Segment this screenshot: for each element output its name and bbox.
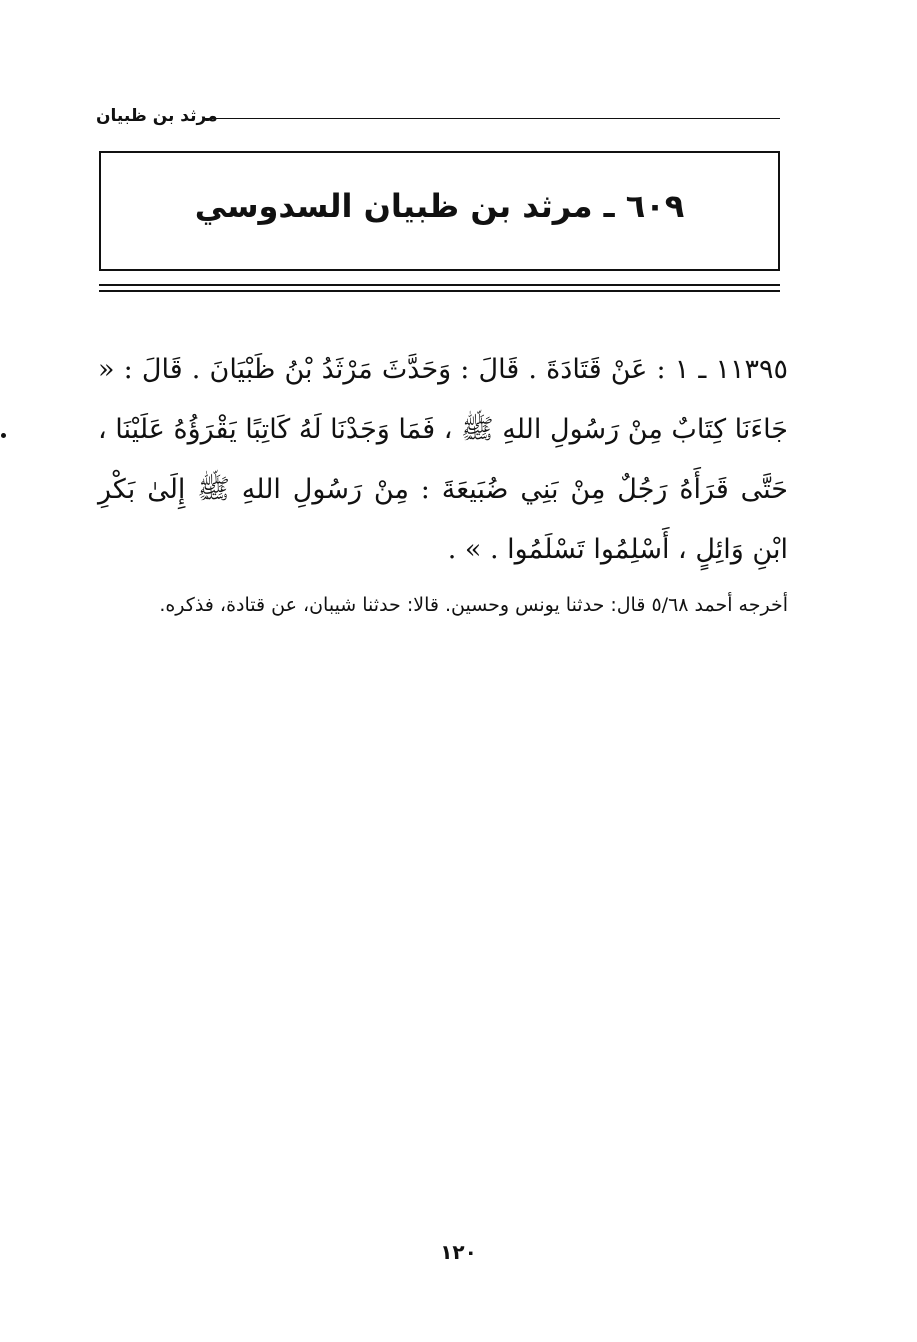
margin-dot — [1, 433, 6, 438]
hadith-text: ١١٣٩٥ ـ ١ : عَنْ قَتَادَةَ . قَالَ : وَحَدَّثَ مَرْثَدُ بْنُ ظَبْيَانَ . قَالَ : « جَاءَنَا كِتَابٌ مِنْ رَسُولِ اللهِ ﷺ ، فَمَا وَجَدْنَا لَهُ كَاتِبًا يَقْرَؤُهُ عَلَيْنَا ، حَتَّى قَرَأَهُ رَجُلٌ مِنْ بَنِي ضُبَيعَةَ : مِنْ رَسُولِ اللهِ ﷺ إِلَىٰ بَكْرِ ابْنِ وَائِلٍ ، أَسْلِمُوا تَسْلَمُوا . » . — [98, 354, 788, 565]
page-number: ١٢٠ — [440, 1240, 477, 1264]
chapter-title: ٦٠٩ ـ مرثد بن ظبيان السدوسي — [194, 187, 685, 225]
chapter-title-box — [99, 151, 780, 271]
running-head-rule — [204, 118, 780, 119]
takhrij-note: أخرجه أحمد ٥/٦٨ قال: حدثنا يونس وحسين. قالا: حدثنا شيبان، عن قتادة، فذكره. — [159, 594, 788, 616]
title-rule-bottom — [99, 290, 780, 292]
running-head-title: مرثد بن ظبيان — [96, 106, 218, 126]
running-head — [96, 104, 780, 134]
title-rule-top — [99, 284, 780, 286]
